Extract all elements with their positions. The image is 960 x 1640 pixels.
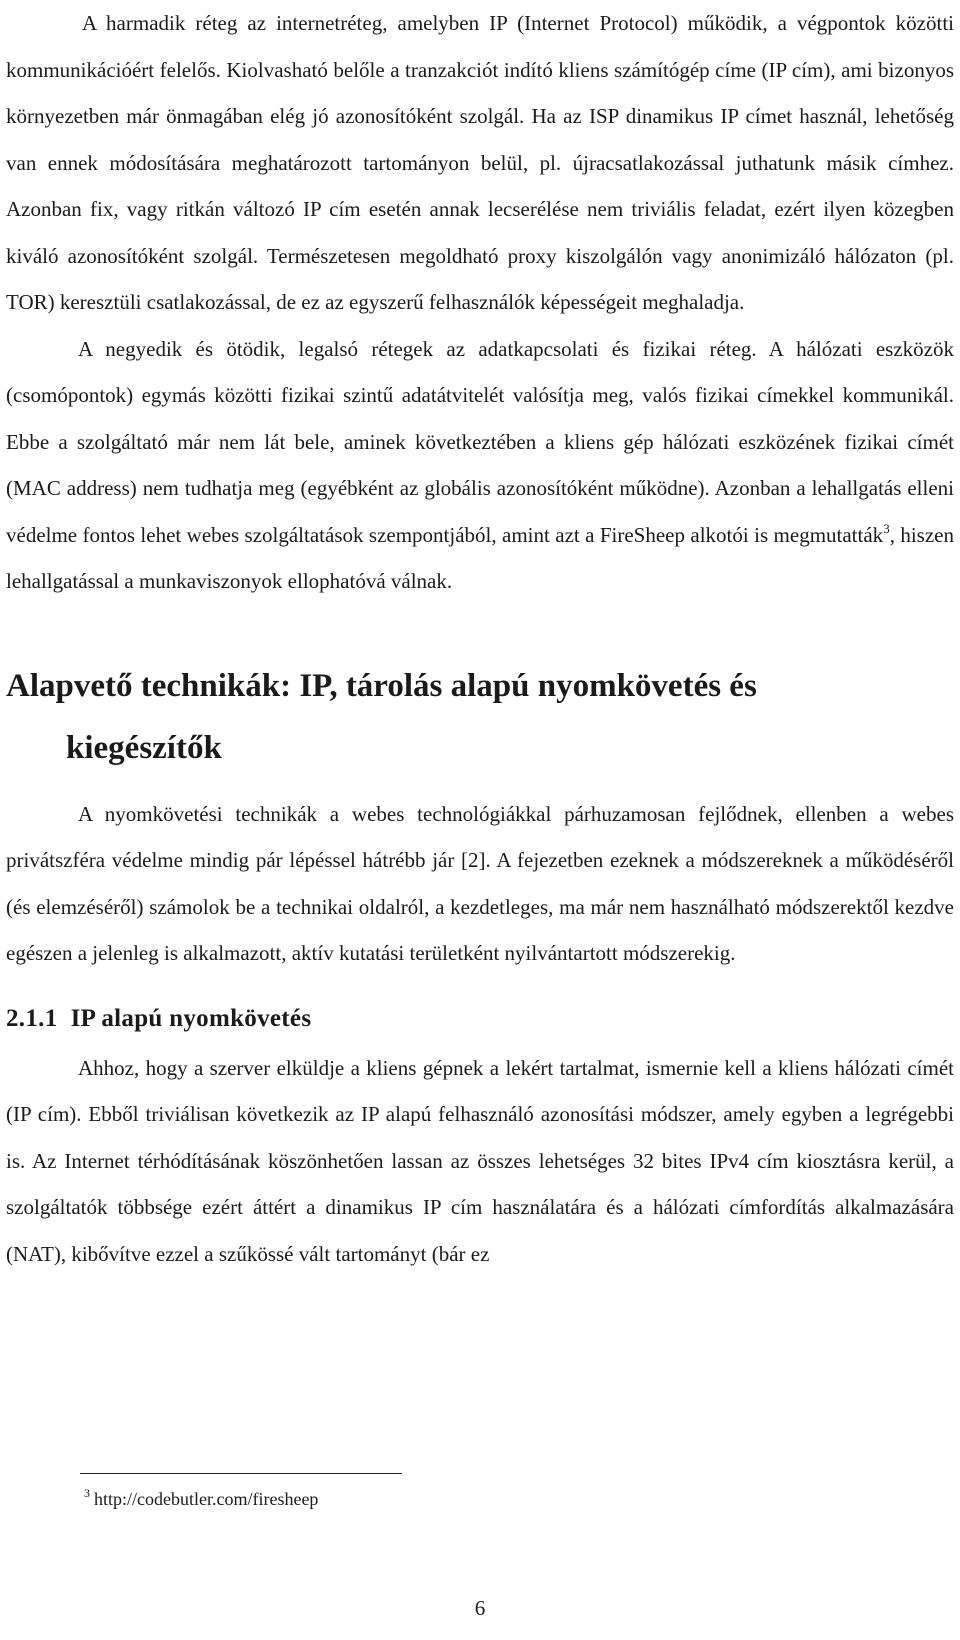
- footnote-number: 3: [84, 1486, 90, 1500]
- paragraph-link-physical-layer: [6, 326, 954, 605]
- footnote-separator: [80, 1473, 402, 1474]
- section-heading: [6, 655, 954, 779]
- footnote-link[interactable]: http://codebutler.com/firesheep: [94, 1489, 319, 1509]
- section-heading-line-1: Alapvető technikák: IP, tárolás alapú nyomkövetés és: [6, 667, 757, 704]
- paragraph-text: A negyedik és ötödik, legalsó rétegek az adatkapcsolati és fizikai réteg. A hálózati eszközök (csomópontok) egymás közötti fizikai szintű adatátvitelét valósítja meg, valós fizikai címekkel kommunikál. Ebbe a szolgáltató már nem lát bele, aminek következtében a kliens gép hálózati eszközének fizikai címét (MAC address) nem tudhatja meg (egyébként az globális azonosítóként működne). Azonban a lehallgatás elleni védelme fontos lehet webes szolgáltatások szempontjából, amint azt a FireSheep alkotói is megmutatták: [6, 336, 954, 547]
- subsection-heading: 2.1.1 IP alapú nyomkövetés: [6, 1004, 312, 1032]
- footnote-reference[interactable]: 3: [883, 520, 890, 536]
- paragraph-tracking-techniques: A nyomkövetési technikák a webes technológiákkal párhuzamosan fejlődnek, ellenben a webes privátszféra védelme mindig pár lépéssel hátrébb jár [2]. A fejezetben ezeknek a módszereknek a működéséről (és elemzéséről) számolok be a technikai oldalról, a kezdetleges, ma már nem használható módszerektől kezdve egészen a jelenleg is alkalmazott, aktív kutatási területként nyilvántartott módszerekig.: [6, 801, 954, 965]
- paragraph-ip-tracking: Ahhoz, hogy a szerver elküldje a kliens gépnek a lekért tartalmat, ismernie kell a kliens hálózati címét (IP cím). Ebből triviálisan következik az IP alapú felhasználó azonosítási módszer, amely egyben a legrégebbi is. Az Internet térhódításának köszönhetően lassan az összes lehetséges 32 bites IPv4 cím kiosztásra kerül, a szolgáltatók többsége ezért áttért a dinamikus IP cím használatára és a hálózati címfordítás alkalmazására (NAT), kibővítve ezzel a szűkössé vált tartományt (bár ez: [6, 1055, 954, 1266]
- page-number: 6: [474, 1596, 486, 1620]
- footnote: [84, 1487, 318, 1511]
- paragraph-text-continued: , hiszen lehallgatással a munkaviszonyok ellophatóvá válnak.: [6, 522, 954, 593]
- paragraph-internet-layer: A harmadik réteg az internetréteg, amelyben IP (Internet Protocol) működik, a végpontok közötti kommunikációért felelős. Kiolvasható belőle a tranzakciót indító kliens számítógép címe (IP cím), ami bizonyos környezetben már önmagában elég jó azonosítóként szolgál. Ha az ISP dinamikus IP címet használ, lehetőség van ennek módosítására meghatározott tartományon belül, pl. újracsatlakozással juthatunk másik címhez. Azonban fix, vagy ritkán változó IP cím esetén annak lecserélése nem triviális feladat, ezért ilyen közegben kiváló azonosítóként szolgál. Természetesen megoldható proxy kiszolgálón vagy anonimizáló hálózaton (pl. TOR) keresztüli csatlakozással, de ez az egyszerű felhasználók képességeit meghaladja.: [6, 11, 954, 314]
- section-heading-line-2: kiegészítők: [66, 729, 222, 766]
- document-page: [6, 0, 954, 1640]
